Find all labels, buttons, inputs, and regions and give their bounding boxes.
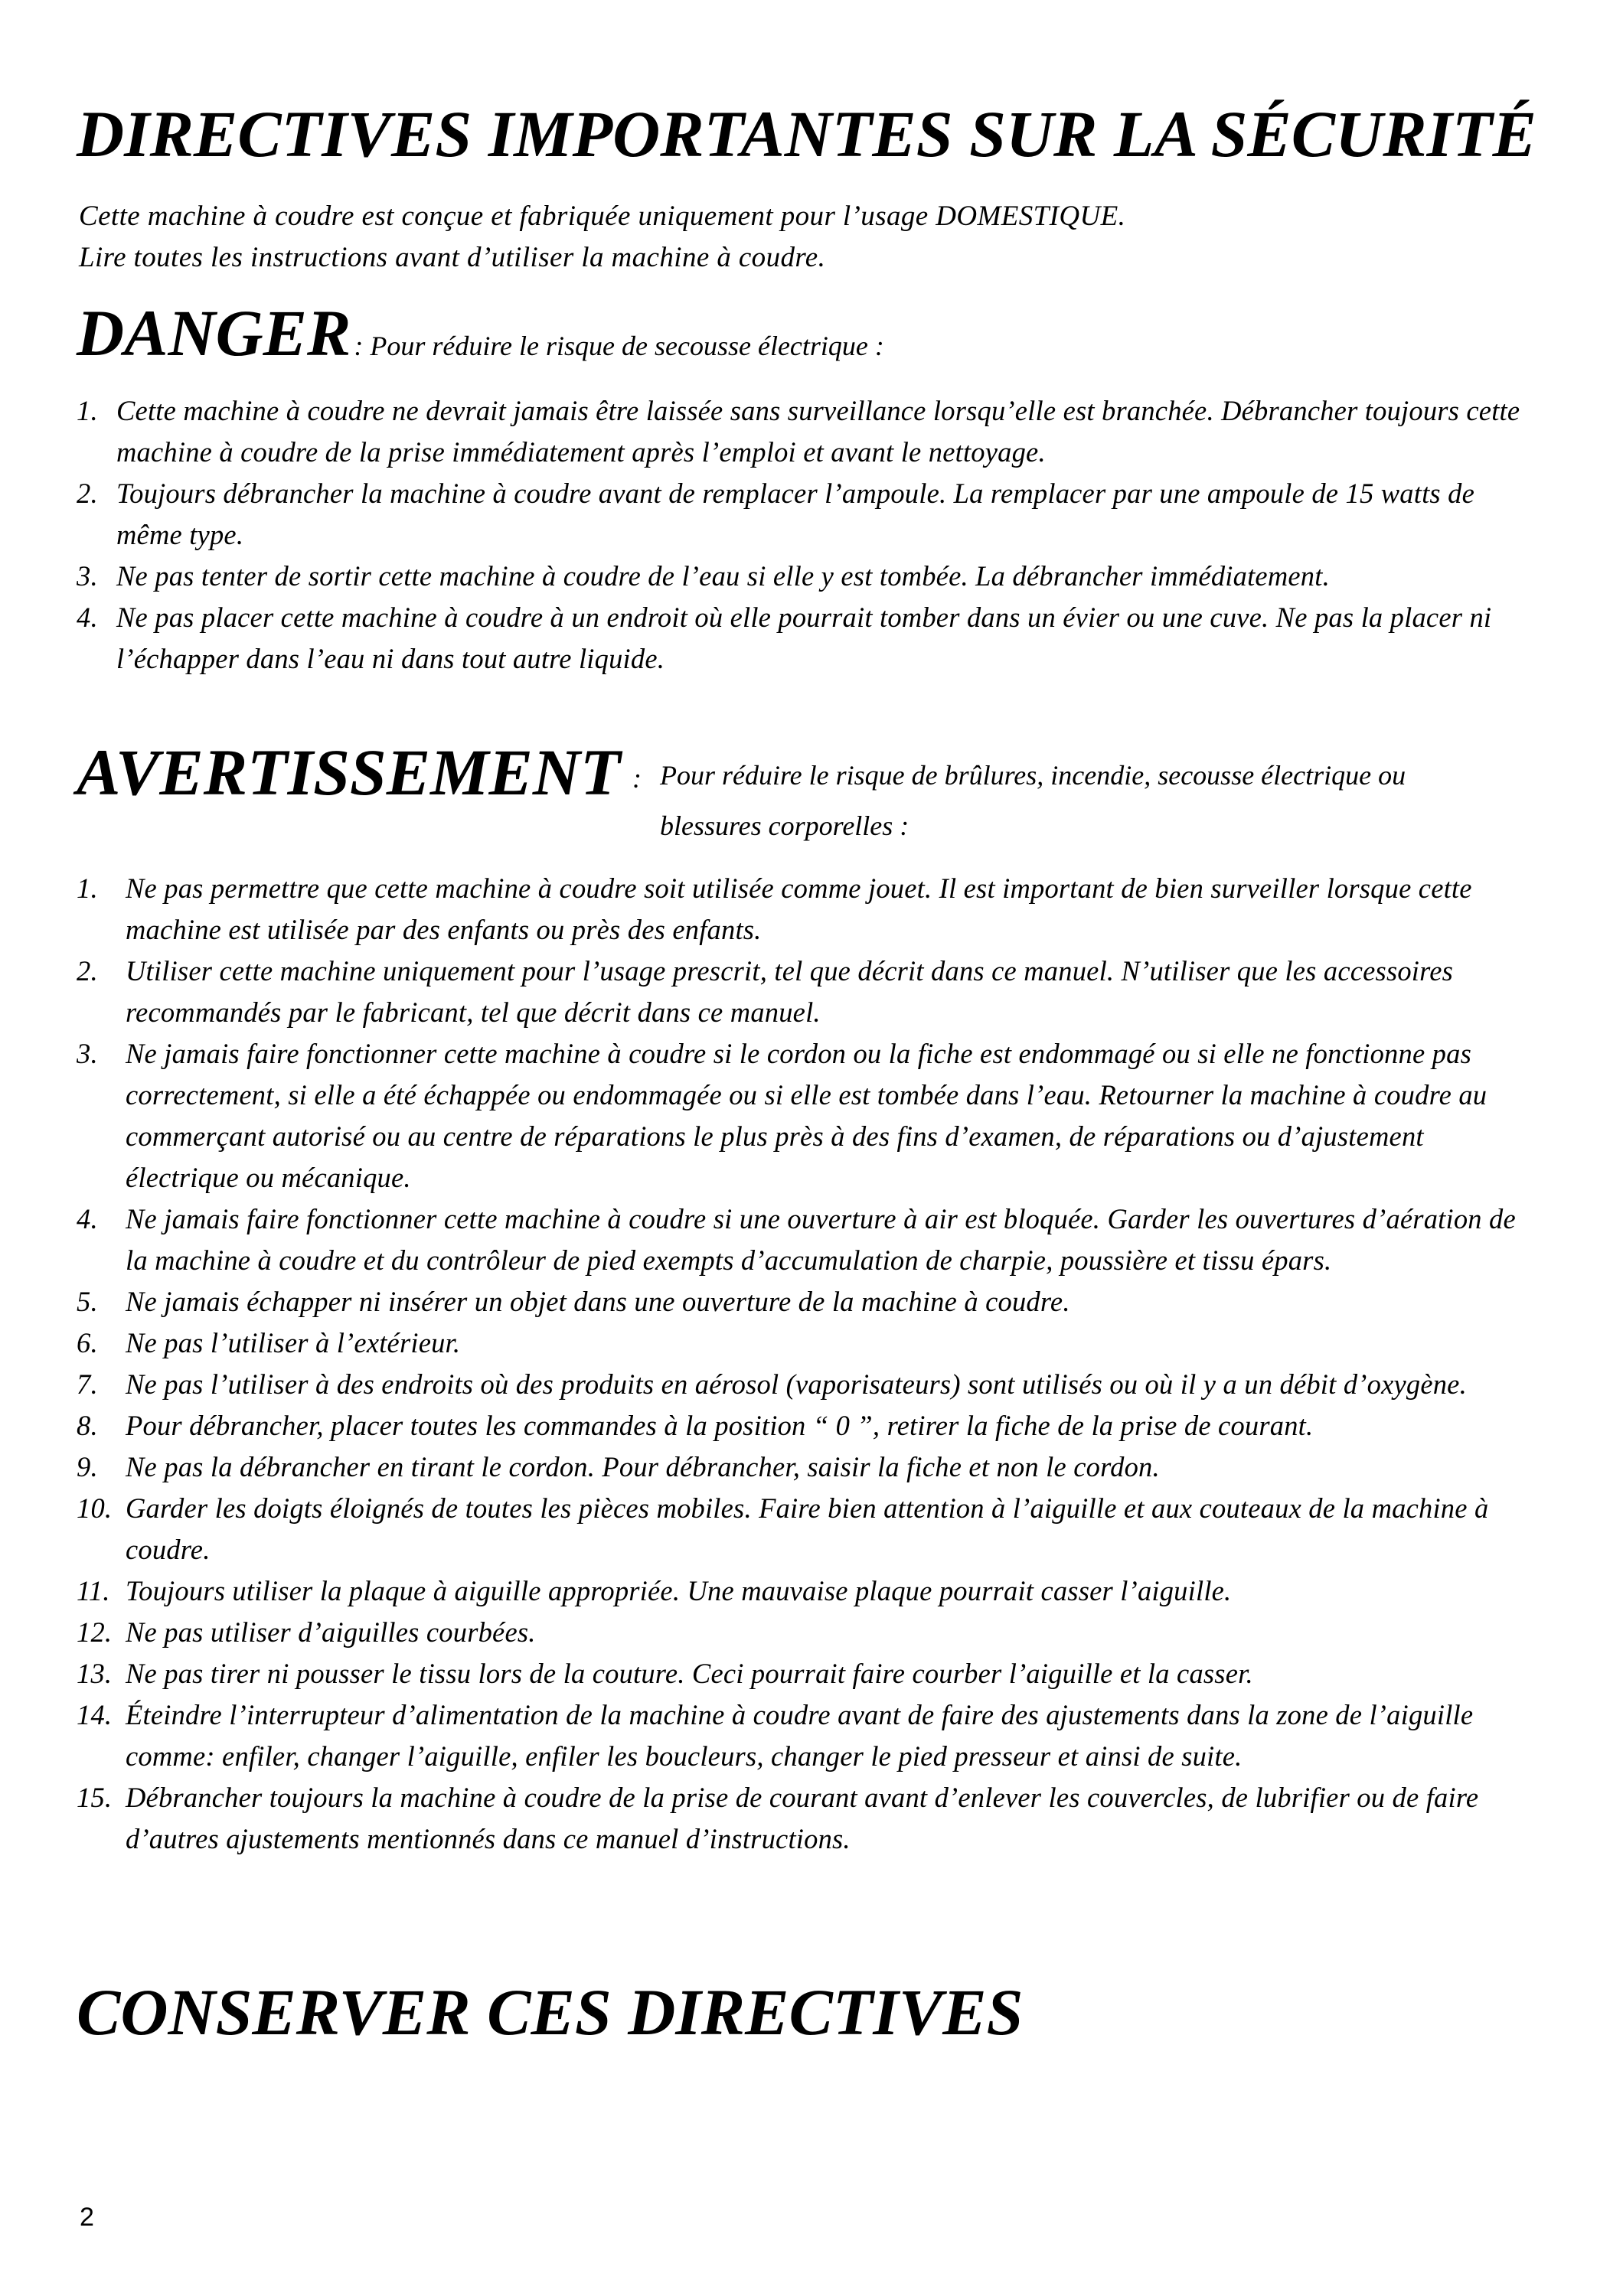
list-item [77, 1364, 1539, 1405]
list-item [77, 1446, 1539, 1488]
list-item [77, 473, 1546, 556]
list-item [77, 556, 1546, 597]
item-number: 12. [77, 1616, 113, 1648]
item-number: 13. [77, 1658, 113, 1689]
item-text: Ne pas tirer ni pousser le tissu lors de la couture. Ceci pourrait faire courber l’aiguille et la casser. [126, 1658, 1253, 1689]
danger-subtitle: : Pour réduire le risque de secousse électrique : [354, 331, 884, 361]
item-number: 7. [77, 1368, 98, 1400]
list-item [77, 868, 1539, 951]
item-number: 2. [77, 955, 98, 987]
item-text: Toujours utiliser la plaque à aiguille appropriée. Une mauvaise plaque pourrait casser l’aiguille. [126, 1575, 1232, 1606]
intro-text [79, 196, 1125, 279]
item-number: 11. [77, 1575, 110, 1606]
item-number: 6. [77, 1327, 98, 1358]
item-text: Utiliser cette machine uniquement pour l’usage prescrit, tel que décrit dans ce manuel. N’utiliser que les accessoires recommandés par le fabricant, tel que décrit dans ce manuel. [126, 955, 1454, 1028]
item-text: Éteindre l’interrupteur d’alimentation de la machine à coudre avant de faire des ajustements dans la zone de l’aiguille comme: enfiler, changer l’aiguille, enfiler les boucleurs, changer le pied presseur et ainsi de suite. [126, 1699, 1474, 1772]
item-number: 8. [77, 1410, 98, 1441]
item-text: Ne jamais faire fonctionner cette machine à coudre si le cordon ou la fiche est endommagé ou si elle ne fonctionne pas correctement, si elle a été échappée ou endommagée ou si elle est tombée dans l’eau. Retourner la machine à coudre au commerçant autorisé ou au centre de réparations le plus près à des fins d’examen, de réparations ou d’ajustement électrique ou mécanique. [126, 1038, 1487, 1193]
item-text: Ne pas permettre que cette machine à coudre soit utilisée comme jouet. Il est important de bien surveiller lorsque cette machine est utilisée par des enfants ou près des enfants. [126, 872, 1472, 945]
item-text: Ne pas l’utiliser à des endroits où des produits en aérosol (vaporisateurs) sont utilisés ou où il y a un débit d’oxygène. [126, 1368, 1467, 1400]
item-text: Cette machine à coudre ne devrait jamais être laissée sans surveillance lorsqu’elle est branchée. Débrancher toujours cette machine à coudre de la prise immédiatement après l’emploi et avant le nettoyage. [116, 395, 1520, 468]
item-number: 4. [77, 602, 98, 633]
item-text: Ne pas utiliser d’aiguilles courbées. [126, 1616, 536, 1648]
page-title: DIRECTIVES IMPORTANTES SUR LA SÉCURITÉ [77, 97, 1536, 171]
warning-subtitle-line: blessures corporelles : [660, 810, 909, 841]
warning-heading: AVERTISSEMENT [77, 735, 621, 809]
list-item [77, 1653, 1539, 1694]
list-item [77, 1488, 1539, 1570]
list-item [77, 1199, 1539, 1281]
item-number: 15. [77, 1782, 113, 1813]
item-text: Ne jamais faire fonctionner cette machine à coudre si une ouverture à air est bloquée. Garder les ouvertures d’aération de la machine à coudre et du contrôleur de pied exempts d’accumulation de charpie, poussière et tissu épars. [126, 1203, 1516, 1276]
page-number: 2 [80, 2203, 94, 2232]
item-number: 5. [77, 1286, 98, 1317]
item-text: Pour débrancher, placer toutes les commandes à la position “ 0 ”, retirer la fiche de la prise de courant. [126, 1410, 1314, 1441]
warning-subtitle-line: Pour réduire le risque de brûlures, incendie, secousse électrique ou [660, 760, 1406, 791]
list-item [77, 951, 1539, 1033]
item-number: 3. [77, 560, 98, 592]
list-item [77, 1777, 1539, 1860]
item-text: Ne pas placer cette machine à coudre à un endroit où elle pourrait tomber dans un évier ou une cuve. Ne pas la placer ni l’échapper dans l’eau ni dans tout autre liquide. [116, 602, 1492, 674]
list-item [77, 1405, 1539, 1446]
item-number: 4. [77, 1203, 98, 1234]
item-number: 1. [77, 872, 98, 904]
item-number: 2. [77, 478, 98, 509]
warning-list [77, 868, 1539, 1860]
danger-heading-row [77, 296, 884, 370]
warning-subtitle [660, 750, 1563, 851]
danger-heading: DANGER [77, 296, 351, 370]
item-text: Toujours débrancher la machine à coudre avant de remplacer l’ampoule. La remplacer par une ampoule de 15 watts de même type. [116, 478, 1475, 550]
list-item [77, 1612, 1539, 1653]
item-number: 10. [77, 1492, 113, 1524]
item-text: Ne pas la débrancher en tirant le cordon. Pour débrancher, saisir la fiche et non le cordon. [126, 1451, 1160, 1482]
list-item [77, 1570, 1539, 1612]
warning-heading-row [77, 735, 621, 809]
danger-list [77, 390, 1546, 680]
item-text: Ne pas tenter de sortir cette machine à coudre de l’eau si elle y est tombée. La débrancher immédiatement. [116, 560, 1330, 592]
list-item [77, 1694, 1539, 1777]
item-number: 9. [77, 1451, 98, 1482]
list-item [77, 390, 1546, 473]
list-item [77, 597, 1546, 680]
item-text: Ne jamais échapper ni insérer un objet dans une ouverture de la machine à coudre. [126, 1286, 1070, 1317]
list-item [77, 1033, 1539, 1199]
item-text: Garder les doigts éloignés de toutes les pièces mobiles. Faire bien attention à l’aiguille et aux couteaux de la machine à coudre. [126, 1492, 1489, 1565]
list-item [77, 1281, 1539, 1322]
item-text: Ne pas l’utiliser à l’extérieur. [126, 1327, 461, 1358]
intro-line-read-instructions: Lire toutes les instructions avant d’utiliser la machine à coudre. [79, 242, 826, 273]
warning-colon: : [632, 763, 642, 794]
item-number: 1. [77, 395, 98, 426]
list-item [77, 1322, 1539, 1364]
footer-title: CONSERVER CES DIRECTIVES [77, 1975, 1024, 2049]
item-number: 3. [77, 1038, 98, 1069]
item-text: Débrancher toujours la machine à coudre de la prise de courant avant d’enlever les couvercles, de lubrifier ou de faire d’autres ajustements mentionnés dans ce manuel d’instructions. [126, 1782, 1479, 1854]
intro-line-domestic-use: Cette machine à coudre est conçue et fabriquée uniquement pour l’usage DOMESTIQUE. [79, 201, 1126, 232]
item-number: 14. [77, 1699, 113, 1730]
